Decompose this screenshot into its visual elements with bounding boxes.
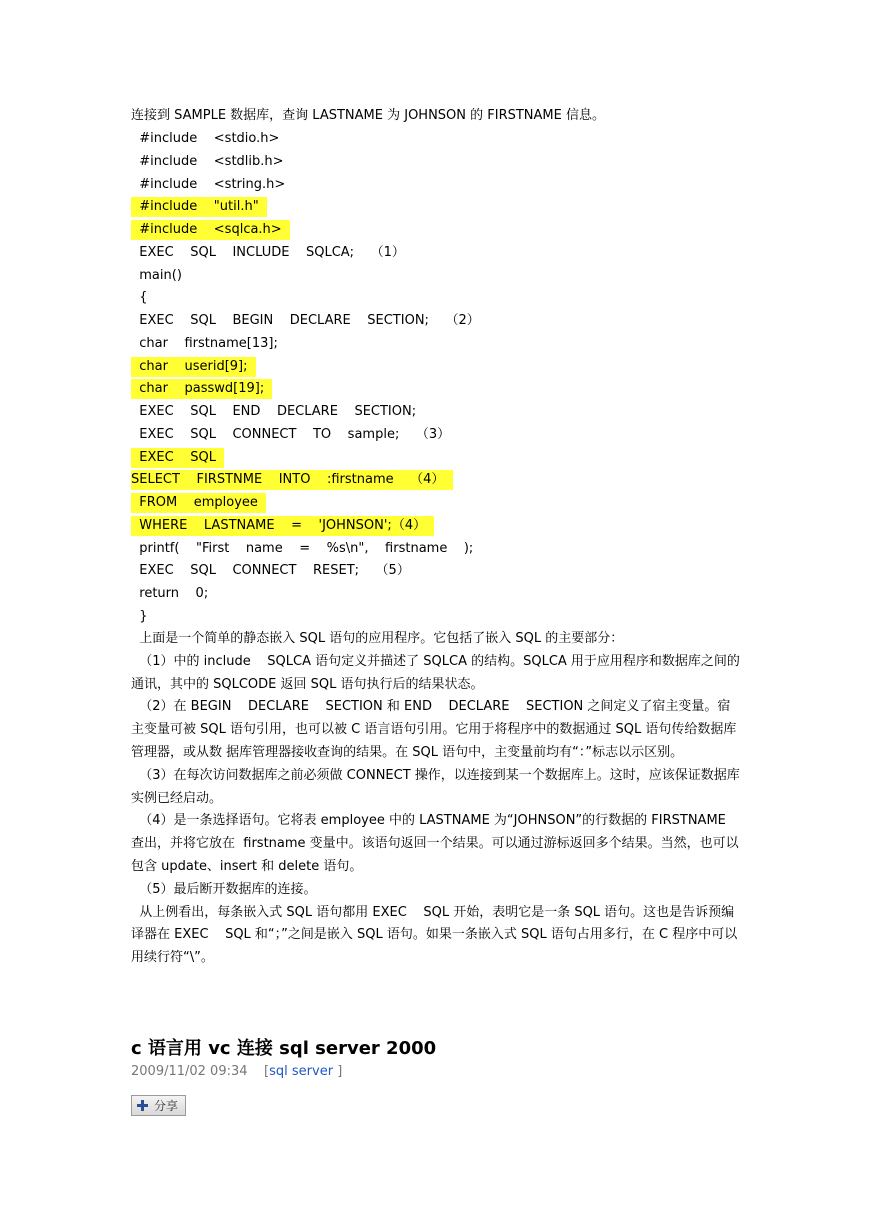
code-line: #include "util.h" xyxy=(131,197,267,217)
explanation-paragraph: （2）在 BEGIN DECLARE SECTION 和 END DECLARE SECTION 之间定义了宿主变量。宿主变量可被 SQL 语句引用，也可以被 C 语言语句引用。它用于将程序中的数据通过 SQL 语句传给数据库管理器，或从数 据库管理器接收查询的结果。在 SQL 语句中，主变量前均有“：”标志以示区别。 xyxy=(131,699,737,760)
post-date: 2009/11/02 09:34 xyxy=(131,1064,248,1079)
tag-link[interactable]: sql server xyxy=(269,1064,334,1079)
code-line: EXEC SQL CONNECT TO sample; （3） xyxy=(131,426,451,442)
code-line: return 0; xyxy=(131,586,209,601)
code-line: #include <sqlca.h> xyxy=(131,220,290,240)
explanation-paragraph: 上面是一个简单的静态嵌入 SQL 语句的应用程序。它包括了嵌入 SQL 的主要部分： xyxy=(131,631,624,646)
explanation-paragraph: （4）是一条选择语句。它将表 employee 中的 LASTNAME 为“JOHNSON”的行数据的 FIRSTNAME 查出，并将它放在 firstname 变量中。该语句返回一个结果。可以通过游标返回多个结果。当然，也可以包含 update、insert 和 delete 语句。 xyxy=(131,813,739,874)
code-line: main() xyxy=(131,267,182,283)
post-meta xyxy=(131,1062,342,1082)
code-line: char userid[9]; xyxy=(131,357,256,377)
code-line: char passwd[19]; xyxy=(131,379,272,399)
code-line: EXEC SQL END DECLARE SECTION; xyxy=(131,404,417,419)
code-line: WHERE LASTNAME = 'JOHNSON';（4） xyxy=(131,516,434,536)
tag-open: [ xyxy=(247,1064,270,1079)
intro-text: 连接到 SAMPLE 数据库，查询 LASTNAME 为 JOHNSON 的 FIRSTNAME 信息。 xyxy=(131,108,605,123)
code-line: } xyxy=(131,608,148,624)
explanation-paragraph: （3）在每次访问数据库之前必须做 CONNECT 操作，以连接到某一个数据库上。这时，应该保证数据库实例已经启动。 xyxy=(131,767,740,806)
code-line: EXEC SQL xyxy=(131,448,224,468)
plus-icon xyxy=(135,1098,150,1113)
code-line: printf( "First name = %s\n", firstname ); xyxy=(131,540,474,556)
code-line: #include <string.h> xyxy=(131,176,286,192)
explanation xyxy=(131,628,741,970)
share-button[interactable] xyxy=(131,1095,186,1116)
explanation-paragraph: 从上例看出，每条嵌入式 SQL 语句都用 EXEC SQL 开始，表明它是一条 SQL 语句。这也是告诉预编译器在 EXEC SQL 和“；”之间是嵌入 SQL 语句。如果一条嵌入式 SQL 语句占用多行，在 C 程序中可以用续行符“\”。 xyxy=(131,904,738,966)
code-line: #include <stdlib.h> xyxy=(131,153,284,169)
code-line: char firstname[13]; xyxy=(131,335,278,351)
explanation-paragraph: （5）最后断开数据库的连接。 xyxy=(131,881,317,897)
code-line: #include <stdio.h> xyxy=(131,131,280,146)
share-label: 分享 xyxy=(154,1099,179,1113)
code-line: SELECT FIRSTNME INTO :firstname （4） xyxy=(131,470,453,490)
code-line: FROM employee xyxy=(131,493,266,513)
code-line: { xyxy=(131,290,148,306)
tag-close: ] xyxy=(333,1064,343,1079)
code-line: EXEC SQL INCLUDE SQLCA; （1） xyxy=(131,244,405,260)
code-line: EXEC SQL CONNECT RESET; （5） xyxy=(131,563,410,579)
code-line: EXEC SQL BEGIN DECLARE SECTION; （2） xyxy=(131,313,480,328)
explanation-paragraph: （1）中的 include SQLCA 语句定义并描述了 SQLCA 的结构。SQLCA 用于应用程序和数据库之间的通讯，其中的 SQLCODE 返回 SQL 语句执行后的结果状态。 xyxy=(131,653,740,692)
post-title: c 语言用 vc 连接 sql server 2000 xyxy=(131,1038,437,1059)
